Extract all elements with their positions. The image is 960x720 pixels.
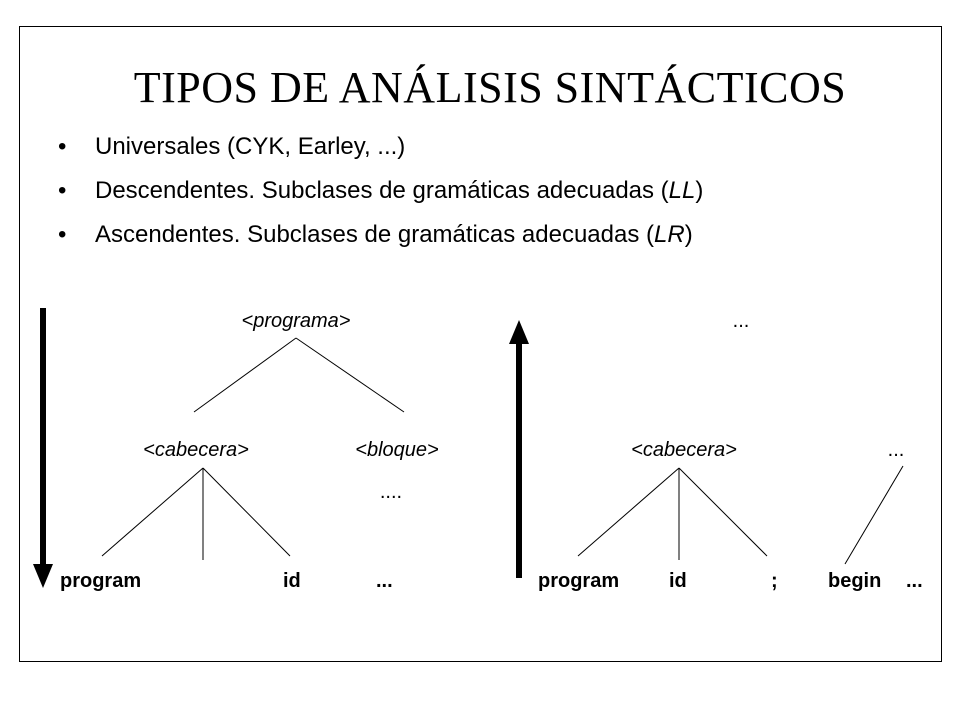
td-cabecera-label: <cabecera> [143,439,249,461]
td-leaf-id: id [283,570,301,592]
bu-leaf-id: id [669,570,687,592]
td-root-label: <programa> [241,310,351,332]
down-arrow-icon [33,308,53,588]
bullet-dot-icon: • [58,133,67,160]
bullet-dot-icon: • [58,221,67,248]
bu-leaf-begin: begin [828,570,882,592]
bu-leaf-program: program [538,570,620,592]
td-bloque-label: <bloque> [355,439,439,461]
bullet-text: Ascendentes. Subclases de gramáticas adecuadas ( [95,221,654,248]
bu-right-node-label: ... [887,439,905,461]
bullet-emphasis: LL [668,177,696,204]
bu-leaf-ellipsis: ... [906,570,923,592]
bu-cabecera-label: <cabecera> [631,439,737,461]
slide-title: TIPOS DE ANÁLISIS SINTÁCTICOS [133,63,847,112]
td-leaf-program: program [60,570,142,592]
td-bloque-children-label: .... [379,481,403,503]
bullet-dot-icon: • [58,177,67,204]
bullet-text: Universales (CYK, Earley, ...) [95,133,406,160]
up-arrow-icon [509,320,529,578]
bullet-close: ) [695,177,704,204]
td-leaf-ellipsis: ... [376,570,393,592]
bu-leaf-semicolon: ; [771,570,778,592]
bu-root-label: ... [732,310,750,332]
bullet-close: ) [684,221,693,248]
bullet-emphasis: LR [654,221,685,248]
bottom-up-tree-edges [578,466,903,564]
bullet-text: Descendentes. Subclases de gramáticas adecuadas ( [95,177,669,204]
